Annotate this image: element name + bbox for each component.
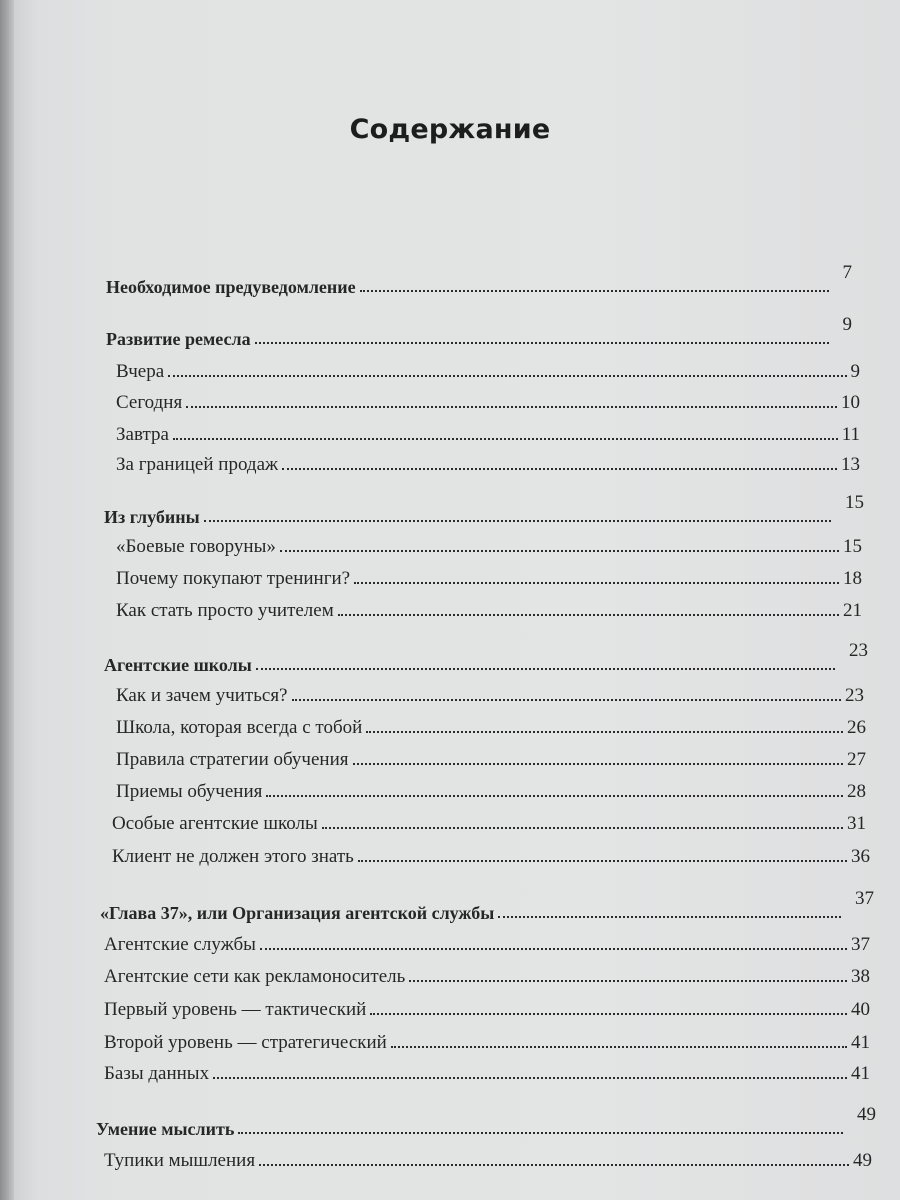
toc-entry-row — [116, 775, 866, 803]
toc-page-number: 7 — [842, 262, 852, 283]
toc-entry-row — [116, 743, 866, 771]
toc-page-number: 26 — [847, 717, 866, 738]
toc-entry-row — [104, 960, 870, 988]
toc-page-number: 27 — [847, 749, 866, 770]
toc-entry-title: Второй уровень — стратегический — [104, 1032, 387, 1053]
toc-page-number: 9 — [842, 314, 852, 335]
toc-entry-title: Агентские сети как рекламоноситель — [104, 966, 406, 987]
toc-section-row — [100, 888, 874, 924]
toc-entry-title: Школа, которая всегда с тобой — [116, 717, 363, 738]
toc-dot-leader — [256, 668, 835, 670]
toc-entry-title: Почему покупают тренинги? — [116, 568, 351, 589]
toc-dot-leader — [280, 550, 839, 552]
toc-page-number: 40 — [851, 999, 870, 1020]
toc-page-number: 49 — [853, 1150, 872, 1171]
toc-dot-leader — [260, 948, 847, 950]
book-spine-shadow — [0, 0, 14, 1200]
toc-dot-leader — [186, 406, 837, 408]
toc-entry-title: Развитие ремесла — [106, 329, 251, 349]
toc-dot-leader — [173, 438, 838, 440]
toc-dot-leader — [358, 860, 847, 862]
toc-dot-leader — [259, 1164, 849, 1166]
toc-entry-row — [116, 562, 862, 590]
toc-entry-row — [104, 993, 870, 1021]
toc-entry-title: «Глава 37», или Организация агентской службы — [100, 903, 495, 923]
toc-page-number: 31 — [847, 813, 866, 834]
toc-entry-title: Сегодня — [116, 392, 183, 413]
toc-dot-leader — [282, 468, 837, 470]
page-title: Содержание — [349, 114, 551, 145]
toc-page-number: 23 — [849, 640, 868, 661]
toc-entry-row — [112, 807, 866, 835]
toc-entry-title: Тупики мышления — [104, 1150, 256, 1171]
toc-entry-title: Умение мыслить — [96, 1119, 235, 1139]
toc-entry-title: Как и зачем учиться? — [116, 685, 288, 706]
toc-page-number: 15 — [845, 492, 864, 513]
toc-entry-title: Необходимое предуведомление — [106, 277, 356, 297]
toc-entry-row — [104, 1057, 870, 1085]
toc-page-number: 41 — [851, 1032, 870, 1053]
toc-dot-leader — [354, 582, 839, 584]
toc-entry-title: Вчера — [116, 361, 165, 382]
toc-dot-leader — [353, 763, 844, 765]
toc-page-number: 23 — [845, 685, 864, 706]
toc-entry-row — [104, 1144, 872, 1172]
toc-entry-row — [112, 840, 870, 868]
toc-page-number: 13 — [841, 454, 860, 475]
toc-entry-title: Агентские школы — [104, 655, 252, 675]
toc-dot-leader — [255, 342, 829, 344]
toc-entry-row — [116, 711, 866, 739]
toc-page-number: 11 — [841, 424, 860, 445]
toc-dot-leader — [322, 827, 843, 829]
toc-page-number: 37 — [851, 934, 870, 955]
toc-entry-title: За границей продаж — [116, 454, 279, 475]
toc-entry-title: «Боевые говоруны» — [116, 536, 276, 557]
toc-section-row — [106, 314, 852, 350]
toc-entry-row — [116, 355, 860, 383]
toc-page-number: 10 — [841, 392, 860, 413]
toc-page-number: 9 — [850, 361, 860, 382]
toc-page-number: 18 — [843, 568, 862, 589]
toc-page-number: 38 — [851, 966, 870, 987]
toc-entry-title: Завтра — [116, 424, 169, 445]
toc-dot-leader — [168, 375, 846, 377]
toc-dot-leader — [292, 699, 842, 701]
toc-page-number: 37 — [855, 888, 874, 909]
toc-entry-title: Клиент не должен этого знать — [112, 846, 354, 867]
toc-entry-row — [104, 1026, 870, 1054]
toc-entry-title: Как стать просто учителем — [116, 600, 334, 621]
toc-entry-row — [116, 418, 860, 446]
toc-page-number: 49 — [857, 1104, 876, 1125]
toc-entry-title: Базы данных — [104, 1063, 210, 1084]
toc-dot-leader — [266, 795, 843, 797]
toc-entry-title: Из глубины — [104, 507, 200, 527]
toc-dot-leader — [370, 1013, 847, 1015]
toc-entry-title: Приемы обучения — [116, 781, 263, 802]
toc-dot-leader — [338, 614, 839, 616]
toc-page-number: 21 — [843, 600, 862, 621]
toc-section-row — [106, 262, 852, 298]
toc-dot-leader — [391, 1046, 847, 1048]
toc-entry-title: Правила стратегии обучения — [116, 749, 349, 770]
toc-page-number: 28 — [847, 781, 866, 802]
toc-entry-title: Агентские службы — [104, 934, 256, 955]
toc-dot-leader — [204, 520, 831, 522]
toc-entry-row — [116, 386, 860, 414]
toc-entry-title: Первый уровень — тактический — [104, 999, 367, 1020]
toc-entry-title: Особые агентские школы — [112, 813, 318, 834]
toc-entry-row — [116, 530, 862, 558]
toc-page-number: 41 — [851, 1063, 870, 1084]
toc-section-row — [104, 492, 864, 528]
toc-section-row — [104, 640, 868, 676]
toc-entry-row — [116, 679, 864, 707]
toc-page-number: 15 — [843, 536, 862, 557]
toc-dot-leader — [213, 1077, 847, 1079]
toc-dot-leader — [366, 731, 843, 733]
toc-dot-leader — [409, 980, 847, 982]
toc-section-row — [96, 1104, 876, 1140]
toc-dot-leader — [238, 1132, 843, 1134]
toc-entry-row — [116, 448, 860, 476]
toc-entry-row — [104, 928, 870, 956]
toc-dot-leader — [498, 916, 841, 918]
toc-page-number: 36 — [851, 846, 870, 867]
toc-entry-row — [116, 594, 862, 622]
toc-dot-leader — [360, 290, 829, 292]
